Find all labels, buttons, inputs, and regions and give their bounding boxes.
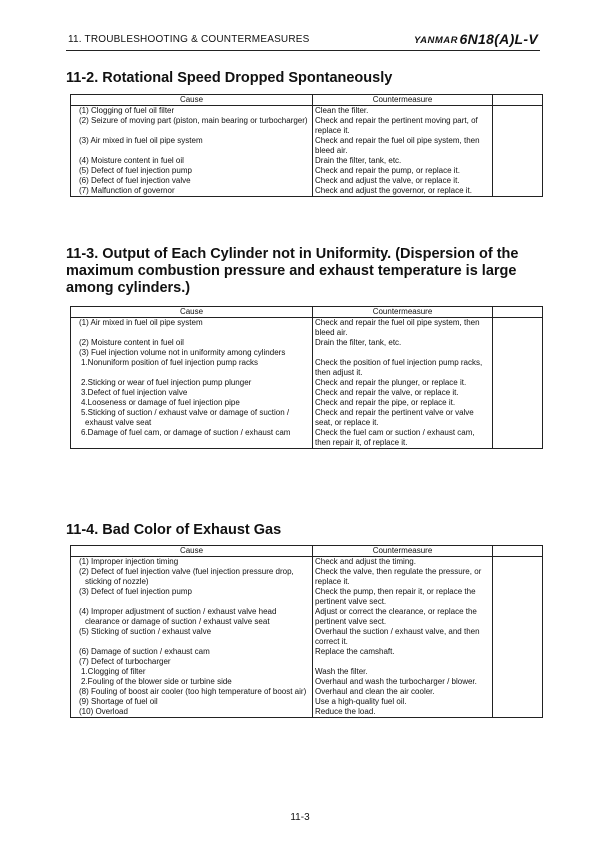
cause-cell: (5) Sticking of suction / exhaust valve [71,627,313,647]
column-header-cause: Cause [71,95,313,106]
countermeasure-cell: Check the pump, then repair it, or replace the pertinent valve sect. [313,587,493,607]
cause-cell: (1) Air mixed in fuel oil pipe system [71,318,313,339]
blank-cell [493,156,543,166]
cause-cell: (2) Defect of fuel injection valve (fuel injection pressure drop, sticking of nozzle) [71,567,313,587]
table-row [71,136,543,156]
countermeasure-cell: Clean the filter. [313,106,493,117]
cause-cell: 2.Sticking or wear of fuel injection pump plunger [71,378,313,388]
cause-cell: (7) Defect of turbocharger [71,657,313,667]
cause-cell: (3) Defect of fuel injection pump [71,587,313,607]
cause-cell: (6) Defect of fuel injection valve [71,176,313,186]
blank-cell [493,408,543,428]
column-header-blank [493,95,543,106]
blank-cell [493,318,543,339]
table-row [71,358,543,378]
cause-cell: (6) Damage of suction / exhaust cam [71,647,313,657]
column-header-blank [493,307,543,318]
countermeasure-cell: Check the fuel cam or suction / exhaust cam, then repair it, of replace it. [313,428,493,449]
countermeasure-cell: Check the position of fuel injection pump racks, then adjust it. [313,358,493,378]
cause-cell: (4) Moisture content in fuel oil [71,156,313,166]
blank-cell [493,338,543,348]
blank-cell [493,557,543,568]
blank-cell [493,358,543,378]
table-row [71,627,543,647]
table-row [71,116,543,136]
countermeasure-cell: Check and repair the fuel oil pipe system, then bleed air. [313,136,493,156]
countermeasure-cell: Check the valve, then regulate the pressure, or replace it. [313,567,493,587]
blank-cell [493,587,543,607]
section-title-11-4: 11-4. Bad Color of Exhaust Gas [66,522,282,538]
column-header-countermeasure: Countermeasure [313,307,493,318]
table-row [71,667,543,677]
table-row [71,378,543,388]
blank-cell [493,348,543,358]
cause-cell: (1) Clogging of fuel oil filter [71,106,313,117]
table-row [71,166,543,176]
cause-cell: (10) Overload [71,707,313,718]
countermeasure-cell: Replace the camshaft. [313,647,493,657]
countermeasure-cell: Check and repair the fuel oil pipe system, then bleed air. [313,318,493,339]
countermeasure-cell: Overhaul and clean the air cooler. [313,687,493,697]
cause-cell: (9) Shortage of fuel oil [71,697,313,707]
cause-cell: (3) Air mixed in fuel oil pipe system [71,136,313,156]
cause-cell: 4.Looseness or damage of fuel injection pipe [71,398,313,408]
model-number: 6N18(A)L-V [459,31,538,47]
cause-cell: 5.Sticking of suction / exhaust valve or damage of suction / exhaust valve seat [71,408,313,428]
countermeasure-cell: Reduce the load. [313,707,493,718]
countermeasure-cell: Check and repair the pertinent moving part, of replace it. [313,116,493,136]
brand-logo: YANMAR [414,35,458,46]
countermeasure-cell: Check and adjust the timing. [313,557,493,568]
cause-cell: 3.Defect of fuel injection valve [71,388,313,398]
countermeasure-cell: Check and repair the plunger, or replace it. [313,378,493,388]
cause-cell: 1.Clogging of filter [71,667,313,677]
blank-cell [493,166,543,176]
table-row [71,567,543,587]
column-header-countermeasure: Countermeasure [313,95,493,106]
cause-cell: 2.Fouling of the blower side or turbine side [71,677,313,687]
blank-cell [493,687,543,697]
blank-cell [493,388,543,398]
countermeasure-cell: Overhaul and wash the turbocharger / blower. [313,677,493,687]
cause-cell: (4) Improper adjustment of suction / exhaust valve head clearance or damage of suction / exhaust valve seat [71,607,313,627]
table-row [71,687,543,697]
table-row [71,647,543,657]
cause-cell: 6.Damage of fuel cam, or damage of suction / exhaust cam [71,428,313,449]
table-row [71,348,543,358]
table-row [71,338,543,348]
countermeasure-cell: Adjust or correct the clearance, or replace the pertinent valve sect. [313,607,493,627]
table-row [71,156,543,166]
blank-cell [493,428,543,449]
column-header-cause: Cause [71,307,313,318]
blank-cell [493,667,543,677]
blank-cell [493,657,543,667]
countermeasure-cell: Drain the filter, tank, etc. [313,338,493,348]
cause-cell: (1) Improper injection timing [71,557,313,568]
blank-cell [493,707,543,718]
countermeasure-cell: Overhaul the suction / exhaust valve, and then correct it. [313,627,493,647]
table-row [71,388,543,398]
table-row [71,587,543,607]
countermeasure-cell [313,657,493,667]
blank-cell [493,677,543,687]
countermeasure-cell: Check and adjust the governor, or replace it. [313,186,493,197]
page-header [66,30,540,51]
cause-cell: (7) Malfunction of governor [71,186,313,197]
table-row [71,697,543,707]
blank-cell [493,697,543,707]
page-number: 11-3 [290,812,310,823]
table-row [71,428,543,449]
blank-cell [493,398,543,408]
blank-cell [493,607,543,627]
table-row [71,398,543,408]
blank-cell [493,378,543,388]
table-11-3 [70,306,543,449]
cause-cell: (3) Fuel injection volume not in uniformity among cylinders [71,348,313,358]
table-row [71,557,543,568]
cause-cell: (2) Seizure of moving part (piston, main bearing or turbocharger) [71,116,313,136]
column-header-blank [493,546,543,557]
table-row [71,677,543,687]
column-header-cause: Cause [71,546,313,557]
table-row [71,186,543,197]
cause-cell: (8) Fouling of boost air cooler (too high temperature of boost air) [71,687,313,697]
countermeasure-cell [313,348,493,358]
blank-cell [493,176,543,186]
table-row [71,318,543,339]
table-row [71,607,543,627]
cause-cell: (5) Defect of fuel injection pump [71,166,313,176]
countermeasure-cell: Wash the filter. [313,667,493,677]
countermeasure-cell: Check and repair the valve, or replace it. [313,388,493,398]
table-row [71,106,543,117]
blank-cell [493,106,543,117]
blank-cell [493,627,543,647]
blank-cell [493,116,543,136]
countermeasure-cell: Use a high-quality fuel oil. [313,697,493,707]
section-title-11-3: 11-3. Output of Each Cylinder not in Uniformity. (Dispersion of the maximum combustion pressure and exhaust temperature is large among cylinders.) [66,246,519,296]
blank-cell [493,136,543,156]
header-section-title: 11. TROUBLESHOOTING & COUNTERMEASURES [68,34,310,45]
table-row [71,707,543,718]
countermeasure-cell: Check and repair the pertinent valve or valve seat, or replace it. [313,408,493,428]
countermeasure-cell: Check and repair the pump, or replace it. [313,166,493,176]
blank-cell [493,186,543,197]
countermeasure-cell: Check and repair the pipe, or replace it. [313,398,493,408]
table-row [71,657,543,667]
blank-cell [493,567,543,587]
cause-cell: 1.Nonuniform position of fuel injection pump racks [71,358,313,378]
blank-cell [493,647,543,657]
table-row [71,408,543,428]
section-title-11-2: 11-2. Rotational Speed Dropped Spontaneously [66,70,393,86]
cause-cell: (2) Moisture content in fuel oil [71,338,313,348]
table-11-2 [70,94,543,197]
column-header-countermeasure: Countermeasure [313,546,493,557]
table-11-4 [70,545,543,718]
countermeasure-cell: Check and adjust the valve, or replace it. [313,176,493,186]
table-row [71,176,543,186]
countermeasure-cell: Drain the filter, tank, etc. [313,156,493,166]
